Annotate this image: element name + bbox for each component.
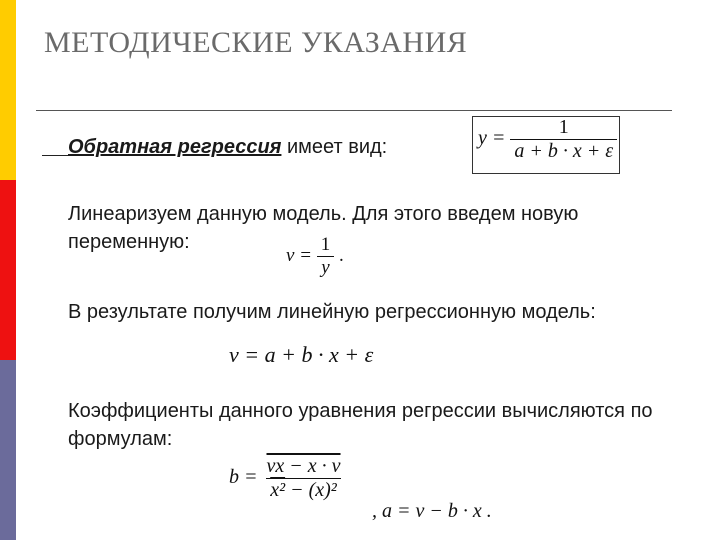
formula-2-fraction (317, 234, 335, 279)
accent-stripe-red (0, 180, 16, 360)
formula-4-den-a: x² (270, 479, 286, 501)
term-inverse-regression: Обратная регрессия (68, 136, 282, 158)
formula-4-numerator: vx − x · v (266, 455, 341, 477)
formula-inverse-regression (478, 116, 617, 163)
formula-substitution (286, 234, 344, 279)
bullet-underline (42, 155, 70, 156)
accent-stripe-purple (0, 360, 16, 540)
formula-4-denominator (266, 478, 341, 502)
formula-2-lhs: v = (286, 244, 313, 266)
formula-b-coefficient (229, 455, 345, 502)
formula-1-numerator: 1 (558, 116, 569, 138)
paragraph-linearize: Линеаризуем данную модель. Для этого введем новую переменную: (68, 203, 579, 253)
paragraph-coefficients: Коэффициенты данного уравнения регрессии вычисляются по формулам: (68, 400, 653, 450)
formula-1-fraction (510, 116, 617, 163)
formula-4-fraction (263, 455, 345, 502)
formula-2-tail: . (339, 244, 344, 266)
accent-stripe-yellow (0, 0, 16, 180)
paragraph-inverse-regression (68, 133, 387, 161)
formula-4-lhs: b = (229, 466, 258, 489)
formula-a-coefficient: , a = v − b · x . (372, 500, 492, 522)
slide-title: МЕТОДИЧЕСКИЕ УКАЗАНИЯ (44, 26, 468, 59)
formula-1-lhs: y = (478, 127, 506, 150)
formula-2-numerator: 1 (320, 234, 331, 255)
formula-2-denominator: y (317, 256, 333, 279)
formula-1-denominator: a + b · x + ε (510, 139, 617, 163)
formula-linear-model: v = a + b · x + ε (229, 342, 374, 367)
formula-4-den-b: − (x)² (290, 479, 337, 501)
title-divider (36, 110, 672, 111)
paragraph-linear-model: В результате получим линейную регрессионную модель: (68, 301, 596, 323)
paragraph-1-rest: имеет вид: (281, 136, 388, 158)
